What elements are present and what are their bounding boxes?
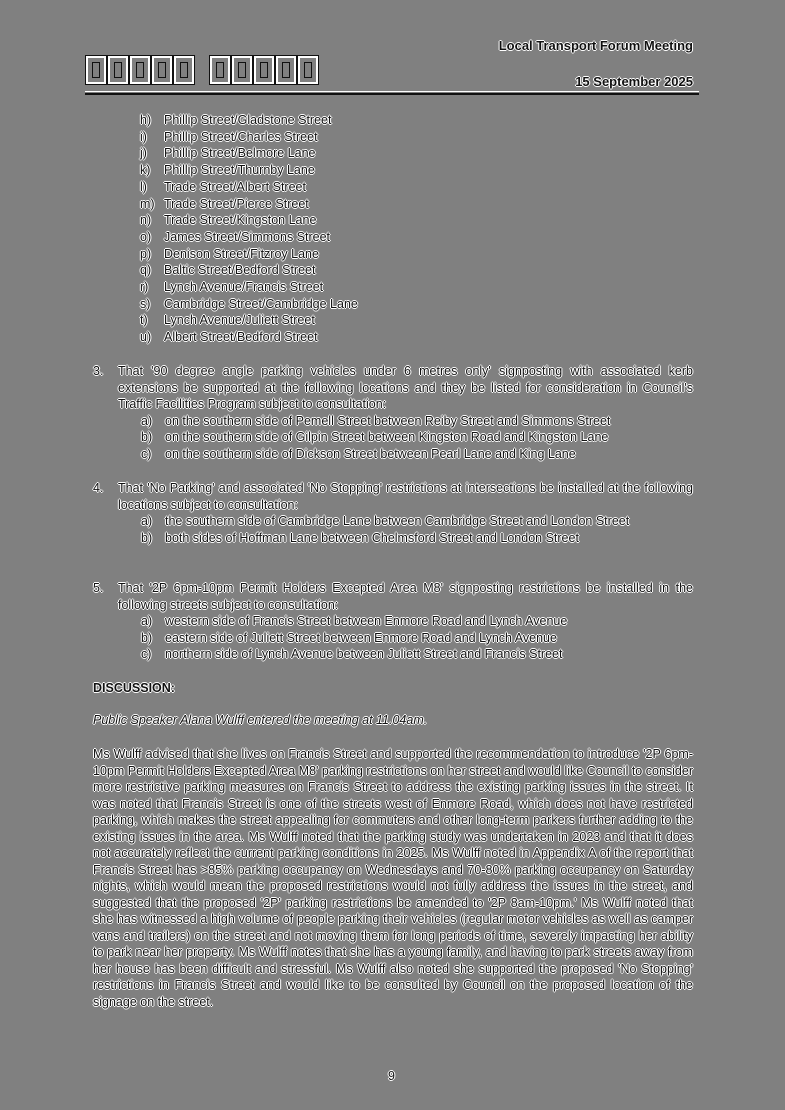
list-item: b) on the southern side of Gilpin Street between Kingston Road and Kingston Lane [141, 430, 609, 444]
list-item: t) Lynch Avenue/Juliett Street [140, 313, 315, 328]
header-divider [85, 91, 699, 95]
list-item: o) James Street/Simmons Street [140, 229, 331, 244]
logo-glyph [174, 56, 194, 84]
list-item: u) Albert Street/Bedford Street [140, 330, 318, 345]
list-item: s) Cambridge Street/Cambridge Lane [140, 296, 358, 311]
logo-glyph [298, 56, 318, 84]
logo-glyph [130, 56, 150, 84]
logo-glyph [152, 56, 172, 84]
list-item: m) Trade Street/Pierce Street [140, 196, 309, 211]
list-item: c) northern side of Lynch Avenue between Juliett Street and Francis Street [141, 647, 563, 661]
page-number: 9 [388, 1069, 395, 1083]
list-item: b) eastern side of Juliett Street between Enmore Road and Lynch Avenue [141, 630, 557, 645]
logo-glyph [276, 56, 296, 84]
speaker-note: Public Speaker Alana Wulff entered the meeting at 11.04am. [93, 713, 428, 727]
list-item: i) Phillip Street/Charles Street [140, 129, 318, 144]
recommendation-3: 3. That '90 degree angle parking vehicles under 6 metres only' signposting with associated kerb extensions be supported at the following locations and they be listed for consideration in Council's Traffic Facilities Program subject to consultation: a) on the southern side of Pemell Street between Reiby Street and Simmons Street b) on the southern side of Gilpin Street between Kingston Road and Kingston Lane c) on the southern side of Dickson Street between Pearl Lane and King Lane [93, 364, 693, 461]
list-item: j) Phillip Street/Belmore Lane [140, 146, 316, 161]
logo-glyph [232, 56, 252, 84]
list-item: a) the southern side of Cambridge Lane between Cambridge Street and London Street [141, 514, 630, 528]
list-item: a) western side of Francis Street between Enmore Road and Lynch Avenue [141, 614, 568, 628]
logo-glyph [108, 56, 128, 84]
meeting-date: 15 September 2025 [575, 74, 693, 89]
inner-west-logo [86, 54, 318, 84]
list-item: c) on the southern side of Dickson Street between Pearl Lane and King Lane [141, 446, 576, 461]
recommendation-4: 4. That 'No Parking' and associated 'No Stopping' restrictions at intersections be installed at the following locations subject to consultation: a) the southern side of Cambridge Lane between Cambridge Street and London Street b) both sides of Hoffman Lane between Chelmsford Street and London Street [93, 481, 693, 545]
list-item: p) Denison Street/Fitzroy Lane [140, 246, 319, 261]
logo-glyph [210, 56, 230, 84]
meeting-title: Local Transport Forum Meeting [498, 38, 693, 53]
logo-glyph [86, 56, 106, 84]
list-item: k) Phillip Street/Thurnby Lane [140, 163, 315, 178]
item2-location-list [140, 112, 358, 346]
list-item: r) Lynch Avenue/Francis Street [140, 280, 324, 295]
discussion-heading: DISCUSSION: [93, 681, 175, 695]
list-item: q) Baltic Street/Bedford Street [140, 263, 316, 278]
recommendation-5: 5. That '2P 6pm-10pm Permit Holders Excepted Area M8' signposting restrictions be installed in the following streets subject to consultation: a) western side of Francis Street between Enmore Road and Lynch Avenue b) eastern side of Juliett Street between Enmore Road and Lynch Avenue c) northern side of Lynch Avenue between Juliett Street and Francis Street [93, 581, 693, 661]
discussion-body: Ms Wulff advised that she lives on Francis Street and supported the recommendation to introduce '2P 6pm-10pm Permit Holders Excepted Area M8' parking restrictions on her street and would like Council to consider more restrictive parking measures on Francis Street to address the existing parking issues in the street. It was noted that Francis Street is one of the streets west of Enmore Road, which does not have restricted parking, which makes the street appealing for commuters and other long-term parkers further adding to the existing issues in the area. Ms Wulff noted that the parking study was undertaken in 2023 and that it does not accurately reflect the current parking conditions in 2025. Ms Wulff noted in Appendix A of the report that Francis Street has >85% parking occupancy on Wednesdays and 70-80% parking occupancy on Saturday nights, which would mean the proposed restrictions would not fully address the issues in the street, and suggested that the proposed '2P' parking restrictions be amended to '2P 8am-10pm.' Ms Wulff noted that she has witnessed a high volume of people parking their vehicles (regular motor vehicles as well as camper vans and trailers) on the street and not moving them for long periods of time, severely impacting her ability to park near her property. Ms Wulff notes that she has a young family, and having to park streets away from her house has been difficult and stressful. Ms Wulff also noted she supported the proposed 'No Stopping' restrictions in Francis Street and would like to be consulted by Council on the proposed location of the signage on the street. [93, 747, 693, 1009]
list-item: h) Phillip Street/Gladstone Street [140, 113, 332, 127]
list-item: n) Trade Street/Kingston Lane [140, 213, 317, 228]
logo-glyph [254, 56, 274, 84]
list-item: b) both sides of Hoffman Lane between Chelmsford Street and London Street [141, 530, 579, 545]
list-item: a) on the southern side of Pemell Street between Reiby Street and Simmons Street [141, 413, 611, 428]
list-item: l) Trade Street/Albert Street [140, 179, 306, 194]
